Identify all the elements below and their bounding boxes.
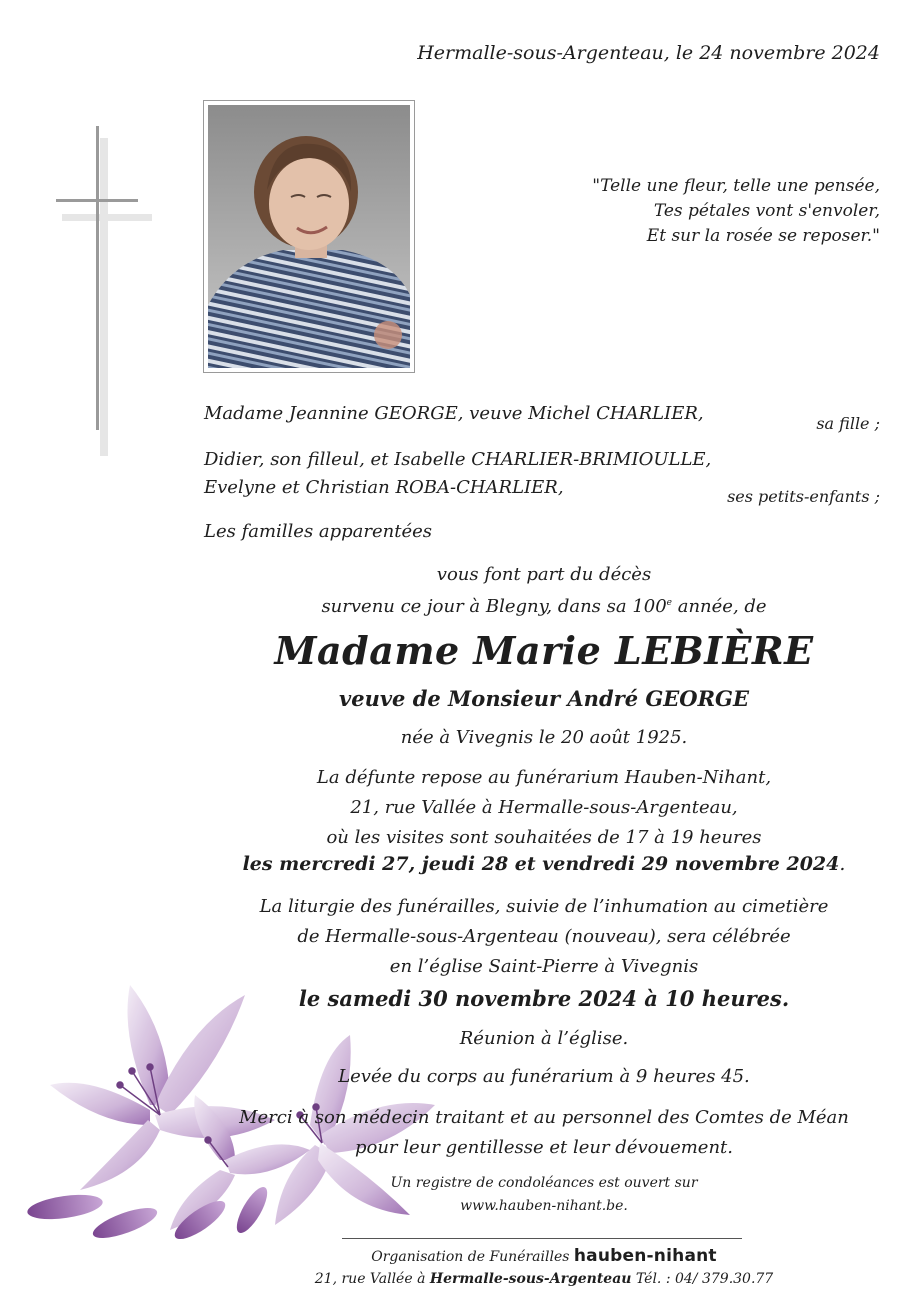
footer-address: 21, rue Vallée à Hermalle-sous-Argenteau Tél. : 04/ 379.30.77 xyxy=(314,1271,774,1287)
funeral-datetime: le samedi 30 novembre 2024 à 10 heures. xyxy=(298,986,790,1011)
role-grandchildren: ses petits-enfants ; xyxy=(727,487,880,506)
poem xyxy=(592,174,880,249)
thanks-line: Merci à son médecin traitant et au personnel des Comtes de Méan xyxy=(239,1107,849,1128)
family-grandchildren-1: Didier, son filleul, et Isabelle CHARLIER-BRIMIOULLE, xyxy=(204,449,712,470)
place-date: Hermalle-sous-Argenteau, le 24 novembre 2024 xyxy=(417,42,880,64)
meeting-info: Réunion à l’église. xyxy=(459,1028,629,1049)
funeral-home-info xyxy=(230,763,858,853)
portrait-photo xyxy=(203,100,415,373)
birth-info: née à Vivegnis le 20 août 1925. xyxy=(400,727,688,748)
footer-organisation: Organisation de Funérailles hauben-nihant xyxy=(371,1246,717,1266)
brand-logo: hauben-nihant xyxy=(573,1246,717,1266)
poem-line: Et sur la rosée se reposer." xyxy=(646,226,880,246)
rest-line: où les visites sont souhaitées de 17 à 19 heures xyxy=(326,827,762,848)
levee-info: Levée du corps au funérarium à 9 heures 45. xyxy=(338,1066,750,1087)
poem-line: "Telle une fleur, telle une pensée, xyxy=(592,176,880,196)
liturgy-line: en l’église Saint-Pierre à Vivegnis xyxy=(389,956,699,977)
family-daughter: Madame Jeannine GEORGE, veuve Michel CHARLIER, xyxy=(204,403,704,424)
rest-line: La défunte repose au funérarium Hauben-Nihant, xyxy=(316,767,772,788)
registry-info xyxy=(230,1172,858,1218)
cross-icon xyxy=(56,126,152,456)
liturgy-info xyxy=(230,892,858,982)
role-daughter: sa fille ; xyxy=(816,414,880,433)
announcement-line-1: vous font part du décès xyxy=(436,564,652,585)
thanks-line: pour leur gentillesse et leur dévouement. xyxy=(354,1137,733,1158)
footer-divider xyxy=(342,1238,742,1239)
rest-line: 21, rue Vallée à Hermalle-sous-Argenteau, xyxy=(350,797,738,818)
family-relatives: Les familles apparentées xyxy=(204,521,433,542)
thanks-message xyxy=(230,1103,858,1163)
announcement-line-2: survenu ce jour à Blegny, dans sa 100e année, de xyxy=(321,596,767,617)
liturgy-line: de Hermalle-sous-Argenteau (nouveau), sera célébrée xyxy=(297,926,791,947)
widow-of: veuve de Monsieur André GEORGE xyxy=(339,686,749,711)
liturgy-line: La liturgie des funérailles, suivie de l’inhumation au cimetière xyxy=(259,896,829,917)
announcement xyxy=(230,560,858,621)
deceased-name: Madame Marie LEBIÈRE xyxy=(274,628,814,673)
visit-dates: les mercredi 27, jeudi 28 et vendredi 29 novembre 2024. xyxy=(242,853,846,875)
family-grandchildren-2: Evelyne et Christian ROBA-CHARLIER, xyxy=(204,477,564,498)
registry-line: Un registre de condoléances est ouvert sur xyxy=(390,1175,698,1191)
poem-line: Tes pétales vont s'envoler, xyxy=(653,201,880,221)
registry-url[interactable]: www.hauben-nihant.be. xyxy=(460,1198,628,1214)
